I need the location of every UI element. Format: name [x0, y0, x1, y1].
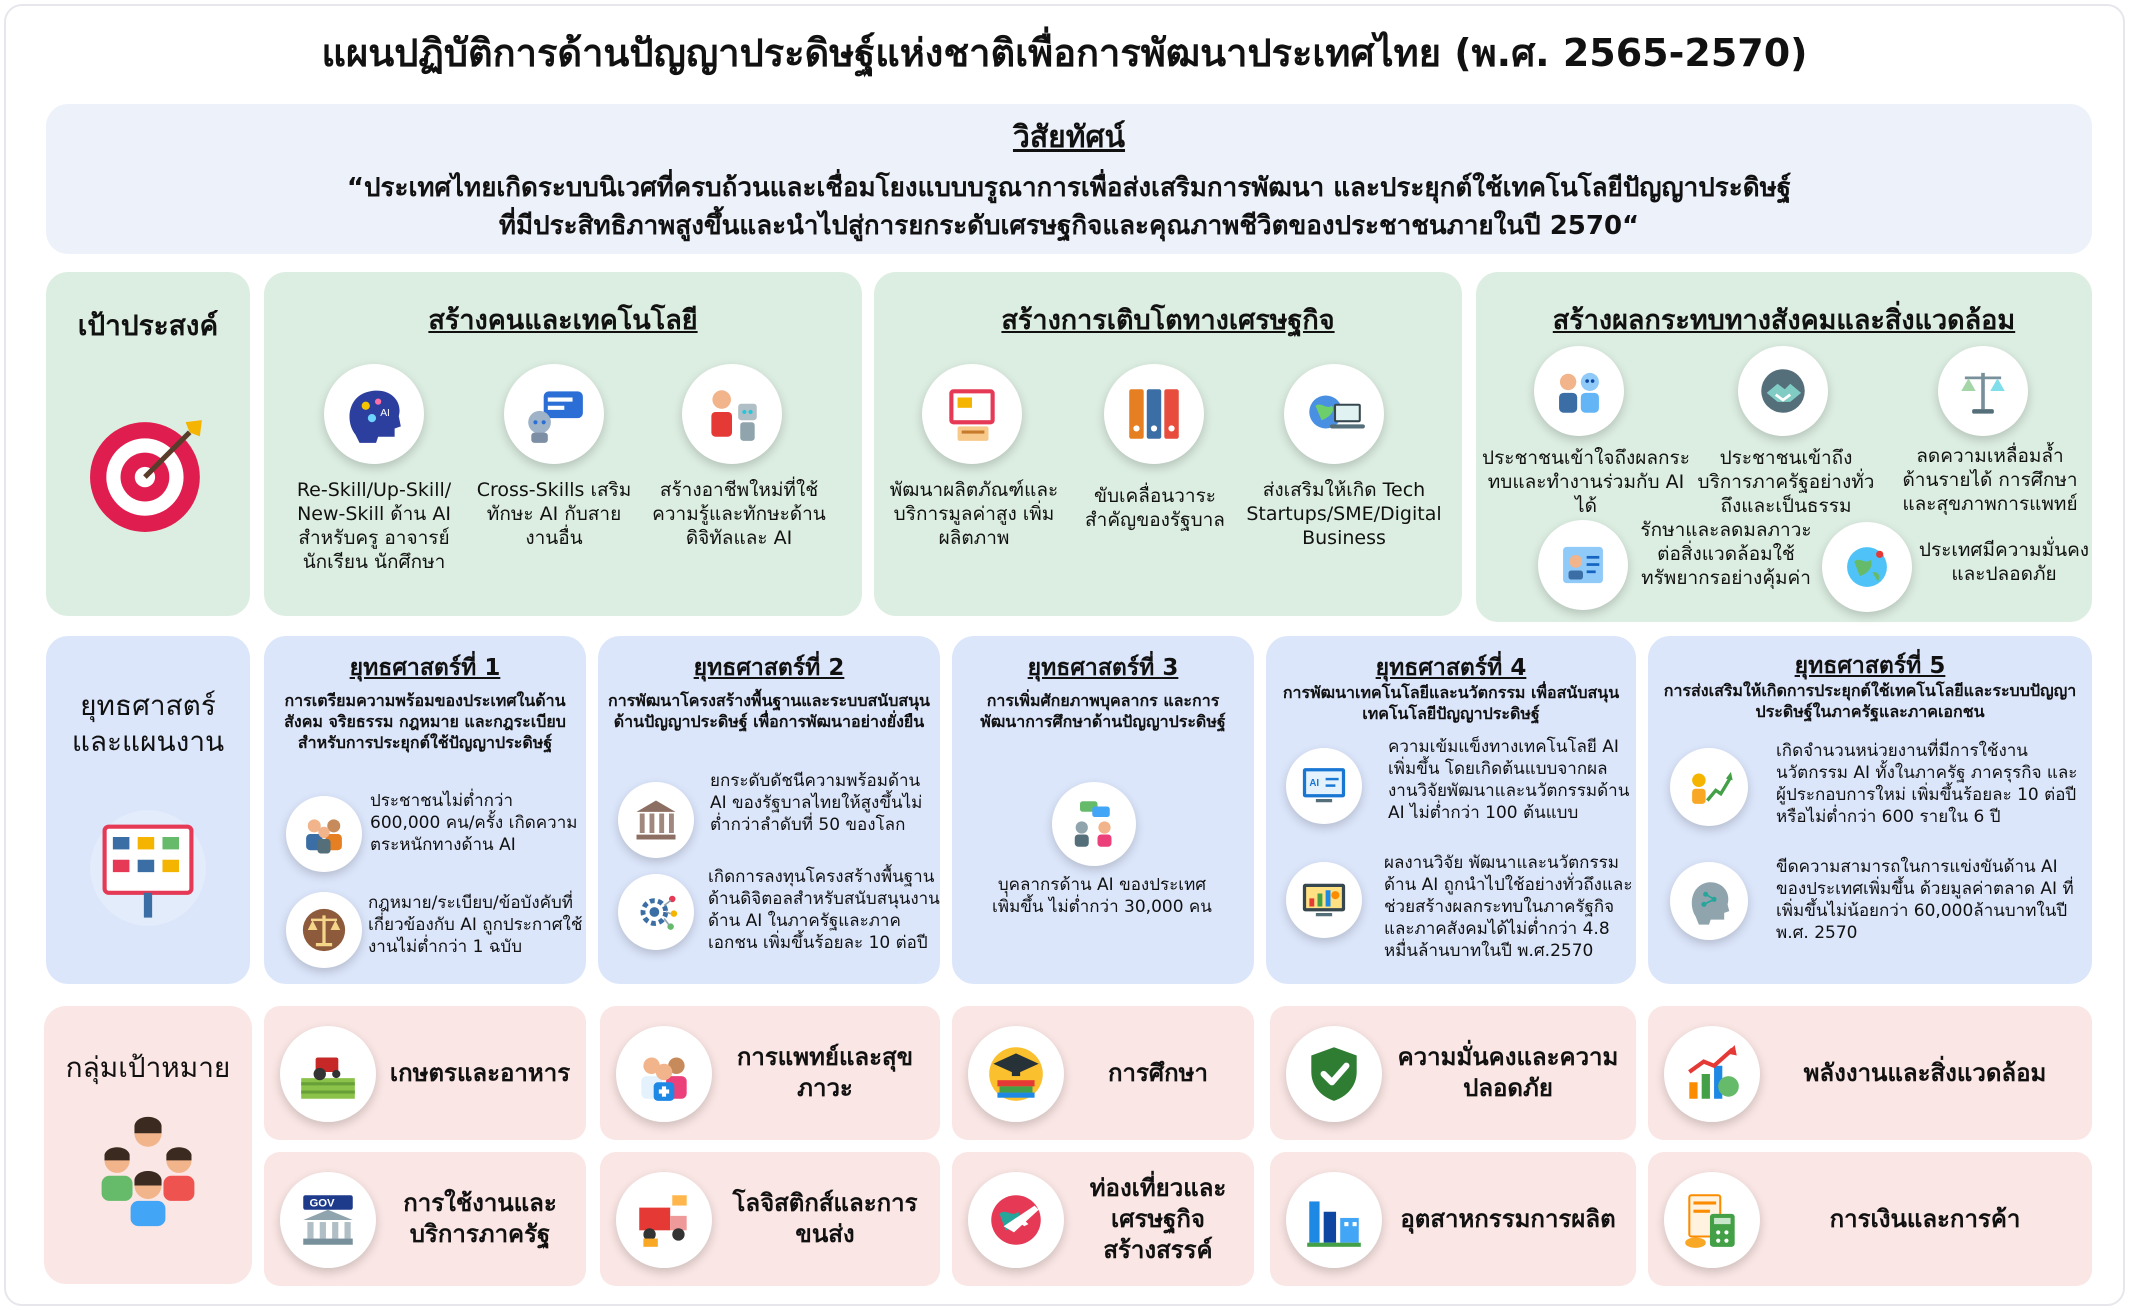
objective-social-item-2: ประชาชนเข้าถึงบริการภาครัฐอย่างทั่วถึงและเป็นธรรม	[1697, 447, 1875, 517]
objective-social-item-5: ประเทศมีความมั่นคงและปลอดภัย	[1918, 539, 2090, 585]
people-group-icon	[286, 796, 362, 872]
target-medical-label: การแพทย์และสุขภาวะ	[736, 1043, 914, 1102]
svg-text:AI: AI	[380, 408, 390, 420]
page-title: แผนปฏิบัติการด้านปัญญาประดิษฐ์แห่งชาติเพื่อการพัฒนาประเทศไทย (พ.ศ. 2565-2570)	[321, 31, 1808, 75]
target-logistics-card	[600, 1152, 940, 1286]
strategy-3-title: ยุทธศาสตร์ที่ 3	[1027, 655, 1179, 681]
objectives-label: เป้าประสงค์	[77, 309, 219, 342]
objective-economy-title: สร้างการเติบโตทางเศรษฐกิจ	[1001, 305, 1335, 336]
strategy-4-item-1: ความเข้มแข็งทางเทคโนโลยี AI เพิ่มขึ้น โดยเกิดต้นแบบจากผลงานวิจัยพัฒนาและนวัตกรรมด้าน AI ไม่ต่ำกว่า 100 ต้นแบบ	[1388, 737, 1630, 823]
strategy-label-line-1: ยุทธศาสตร์	[80, 689, 216, 722]
ai-head-icon	[1670, 862, 1748, 940]
target-medical-card	[600, 1006, 940, 1140]
target-energy-label: พลังงานและสิ่งแวดล้อม	[1803, 1058, 2047, 1087]
target-gov-card	[264, 1152, 586, 1286]
energy-growth-icon	[1664, 1026, 1760, 1122]
strategy-5-title: ยุทธศาสตร์ที่ 5	[1794, 653, 1946, 679]
worker-robot-icon	[682, 364, 782, 464]
strategy-2-item-1: ยกระดับดัชนีความพร้อมด้าน AI ของรัฐบาลไทยให้สูงขึ้นไม่ต่ำกว่าลำดับที่ 50 ของโลก	[710, 771, 923, 835]
target-education-card	[952, 1006, 1254, 1140]
research-screen-icon	[1286, 862, 1362, 938]
strategy-4-title: ยุทธศาสตร์ที่ 4	[1375, 655, 1527, 681]
law-scale-icon	[286, 892, 362, 968]
objective-people-item-3: สร้างอาชีพใหม่ที่ใช้ความรู้และทักษะด้านดิจิทัลและ AI	[652, 479, 826, 549]
vision-heading: วิสัยทัศน์	[1012, 120, 1126, 155]
strategy-5-subtitle: การส่งเสริมให้เกิดการประยุกต์ใช้เทคโนโลยีและระบบปัญญาประดิษฐ์ในภาครัฐและภาคเอกชน	[1663, 681, 2077, 721]
strategy-2-item-2: เกิดการลงทุนโครงสร้างพื้นฐานด้านดิจิตอลสำหรับสนับสนุนงานด้าน AI ในภาครัฐและภาคเอกชน เพิ่มขึ้นร้อยละ 10 ต่อปี	[708, 867, 940, 953]
target-industry-card	[1270, 1152, 1636, 1286]
target-logistics-label: โลจิสติกส์และการขนส่ง	[732, 1189, 918, 1248]
human-ai-icon	[1534, 346, 1624, 436]
target-finance-card	[1648, 1152, 2092, 1286]
government-building-icon	[618, 782, 694, 858]
gov-badge-text: GOV	[309, 1197, 335, 1210]
graduation-books-icon	[968, 1026, 1064, 1122]
strategy-2-subtitle: การพัฒนาโครงสร้างพื้นฐานและระบบสนับสนุนด้านปัญญาประดิษฐ์ เพื่อการพัฒนาอย่างยั่งยืน	[608, 691, 930, 731]
binders-icon	[1104, 364, 1204, 464]
shield-check-icon	[1286, 1026, 1382, 1122]
objective-economy-item-3: ส่งเสริมให้เกิด Tech Startups/SME/Digital Business	[1246, 479, 1442, 549]
vision-panel	[46, 104, 2092, 254]
strategy-2-title: ยุทธศาสตร์ที่ 2	[693, 655, 845, 681]
network-gear-icon	[618, 874, 694, 950]
objective-social-panel	[1476, 272, 2092, 622]
objectives-label-panel	[46, 272, 250, 616]
objective-people-item-2: Cross-Skills เสริมทักษะ AI กับสายงานอื่น	[476, 479, 632, 549]
chatbot-icon	[504, 364, 604, 464]
objective-people-panel	[264, 272, 862, 616]
strategy-1-title: ยุทธศาสตร์ที่ 1	[349, 655, 501, 681]
target-security-card	[1270, 1006, 1636, 1140]
farm-tractor-icon	[280, 1026, 376, 1122]
startup-globe-icon	[1284, 364, 1384, 464]
targets-label: กลุ่มเป้าหมาย	[65, 1051, 231, 1084]
strategy-2-panel	[598, 636, 940, 984]
target-agri-label: เกษตรและอาหาร	[389, 1058, 571, 1087]
target-agri-card	[264, 1006, 586, 1140]
strategy-1-item-2: กฎหมาย/ระเบียบ/ข้อบังคับที่เกี่ยวข้องกับ AI ถูกประกาศใช้งานไม่ต่ำกว่า 1 ฉบับ	[368, 893, 583, 957]
globe-security-icon	[1822, 522, 1912, 612]
target-icon	[88, 412, 210, 534]
growth-person-icon	[1670, 748, 1748, 826]
target-energy-card	[1648, 1006, 2092, 1140]
strategy-5-item-1: เกิดจำนวนหน่วยงานที่มีการใช้งานนวัตกรรม AI ทั้งในภาครัฐ ภาครุรกิจ และผู้ประกอบการใหม่ เพิ่มขึ้นร้อยละ 10 ต่อปี หรือไม่ต่ำกว่า 600 รายใน 6 ปี	[1776, 741, 2078, 827]
id-card-environment-icon	[1538, 520, 1628, 610]
target-education-label: การศึกษา	[1108, 1058, 1208, 1087]
vision-line-2: ที่มีประสิทธิภาพสูงขึ้นและนำไปสู่การยกระดับเศรษฐกิจและคุณภาพชีวิตของประชาชนภายในปี 2570“	[498, 211, 1640, 241]
targets-label-panel	[44, 1006, 252, 1284]
objective-economy-panel	[874, 272, 1462, 616]
planning-board-icon	[86, 806, 210, 930]
globe-plane-icon	[968, 1172, 1064, 1268]
strategy-4-subtitle: การพัฒนาเทคโนโลยีและนวัตกรรม เพื่อสนับสนุนเทคโนโลยีปัญญาประดิษฐ์	[1282, 683, 1620, 723]
strategy-1-panel	[264, 636, 586, 984]
target-tourism-label: ท่องเที่ยวและเศรษฐกิจสร้างสรรค์	[1089, 1173, 1227, 1264]
gov-building-icon	[280, 1172, 376, 1268]
strategy-3-panel	[952, 636, 1254, 984]
target-finance-label: การเงินและการค้า	[1829, 1204, 2021, 1233]
target-gov-label: การใช้งานและบริการภาครัฐ	[403, 1189, 557, 1248]
objective-social-item-4: รักษาและลดมลภาวะต่อสิ่งแวดล้อมใช้ทรัพยากรอย่างคุ้มค่า	[1640, 519, 1812, 589]
objective-social-item-1: ประชาชนเข้าใจถึงผลกระทบและทำงานร่วมกับ AI ได้	[1482, 447, 1690, 517]
strategy-3-item-1: บุคลากรด้าน AI ของประเทศ เพิ่มขึ้น ไม่ต่ำกว่า 30,000 คน	[992, 875, 1212, 917]
vision-line-1: “ประเทศไทยเกิดระบบนิเวศที่ครบถ้วนและเชื่อมโยงแบบบรูณาการเพื่อส่งเสริมการพัฒนา และประยุกต์ใช้เทคโนโลยีปัญญาประดิษฐ์	[346, 173, 1792, 203]
target-tourism-card	[952, 1152, 1254, 1286]
strategy-4-item-2: ผลงานวิจัย พัฒนาและนวัตกรรมด้าน AI ถูกนำไปใช้อย่างทั่วถึงและช่วยสร้างผลกระทบในภาครัฐกิจและภาคสังคมได้ไม่ต่ำกว่า 4.8 หมื่นล้านบาทในปี พ.ศ.2570	[1384, 853, 1633, 961]
target-security-label: ความมั่นคงและความปลอดภัย	[1397, 1043, 1619, 1102]
objective-economy-item-1: พัฒนาผลิตภัณฑ์และบริการมูลค่าสูง เพิ่มผลิตภาพ	[889, 479, 1059, 549]
objective-economy-item-2: ขับเคลื่อนวาระสำคัญของรัฐบาล	[1085, 485, 1225, 531]
medical-staff-icon	[616, 1026, 712, 1122]
vision-statement	[46, 169, 2092, 245]
handshake-service-icon	[1738, 346, 1828, 436]
strategy-3-subtitle: การเพิ่มศักยภาพบุคลากร และการพัฒนาการศึกษาด้านปัญญาประดิษฐ์	[980, 691, 1226, 731]
ai-brain-icon	[324, 364, 424, 464]
delivery-truck-icon	[616, 1172, 712, 1268]
strategy-1-item-1: ประชาชนไม่ต่ำกว่า 600,000 คน/ครั้ง เกิดความตระหนักทางด้าน AI	[370, 791, 578, 855]
ai-monitor-icon	[1286, 748, 1362, 824]
strategy-4-panel	[1266, 636, 1636, 984]
personnel-chat-icon	[1052, 782, 1136, 866]
objective-people-title: สร้างคนและเทคโนโลยี	[428, 305, 698, 336]
product-icon	[922, 364, 1022, 464]
scale-equality-icon	[1938, 346, 2028, 436]
strategy-1-subtitle: การเตรียมความพร้อมของประเทศในด้านสังคม จริยธรรม กฎหมาย และกฎระเบียบสำหรับการประยุกต์ใช้ปัญญาประดิษฐ์	[284, 691, 566, 752]
target-industry-label: อุตสาหกรรมการผลิต	[1400, 1204, 1616, 1233]
strategy-5-panel	[1648, 636, 2092, 984]
calculator-coins-icon	[1664, 1172, 1760, 1268]
objective-social-title: สร้างผลกระทบทางสังคมและสิ่งแวดล้อม	[1552, 305, 2016, 336]
strategy-5-item-2: ขีดความสามารถในการแข่งขันด้าน AI ของประเทศเพิ่มขึ้น ด้วยมูลค่าตลาด AI ที่เพิ่มขึ้นไม่น้อยกว่า 60,000ล้านบาทในปี พ.ศ. 2570	[1776, 857, 2074, 943]
objective-social-item-3: ลดความเหลื่อมล้ำด้านรายได้ การศึกษา และสุขภาพการแพทย์	[1902, 445, 2078, 515]
strategy-label-panel	[46, 636, 250, 984]
strategy-label-line-2: และแผนงาน	[71, 725, 225, 758]
objective-people-item-1: Re-Skill/Up-Skill/ New-Skill ด้าน AI สำหรับครู อาจารย์ นักเรียน นักศึกษา	[296, 479, 452, 573]
target-group-icon	[90, 1112, 206, 1228]
svg-text:AI: AI	[1309, 778, 1320, 789]
factory-icon	[1286, 1172, 1382, 1268]
